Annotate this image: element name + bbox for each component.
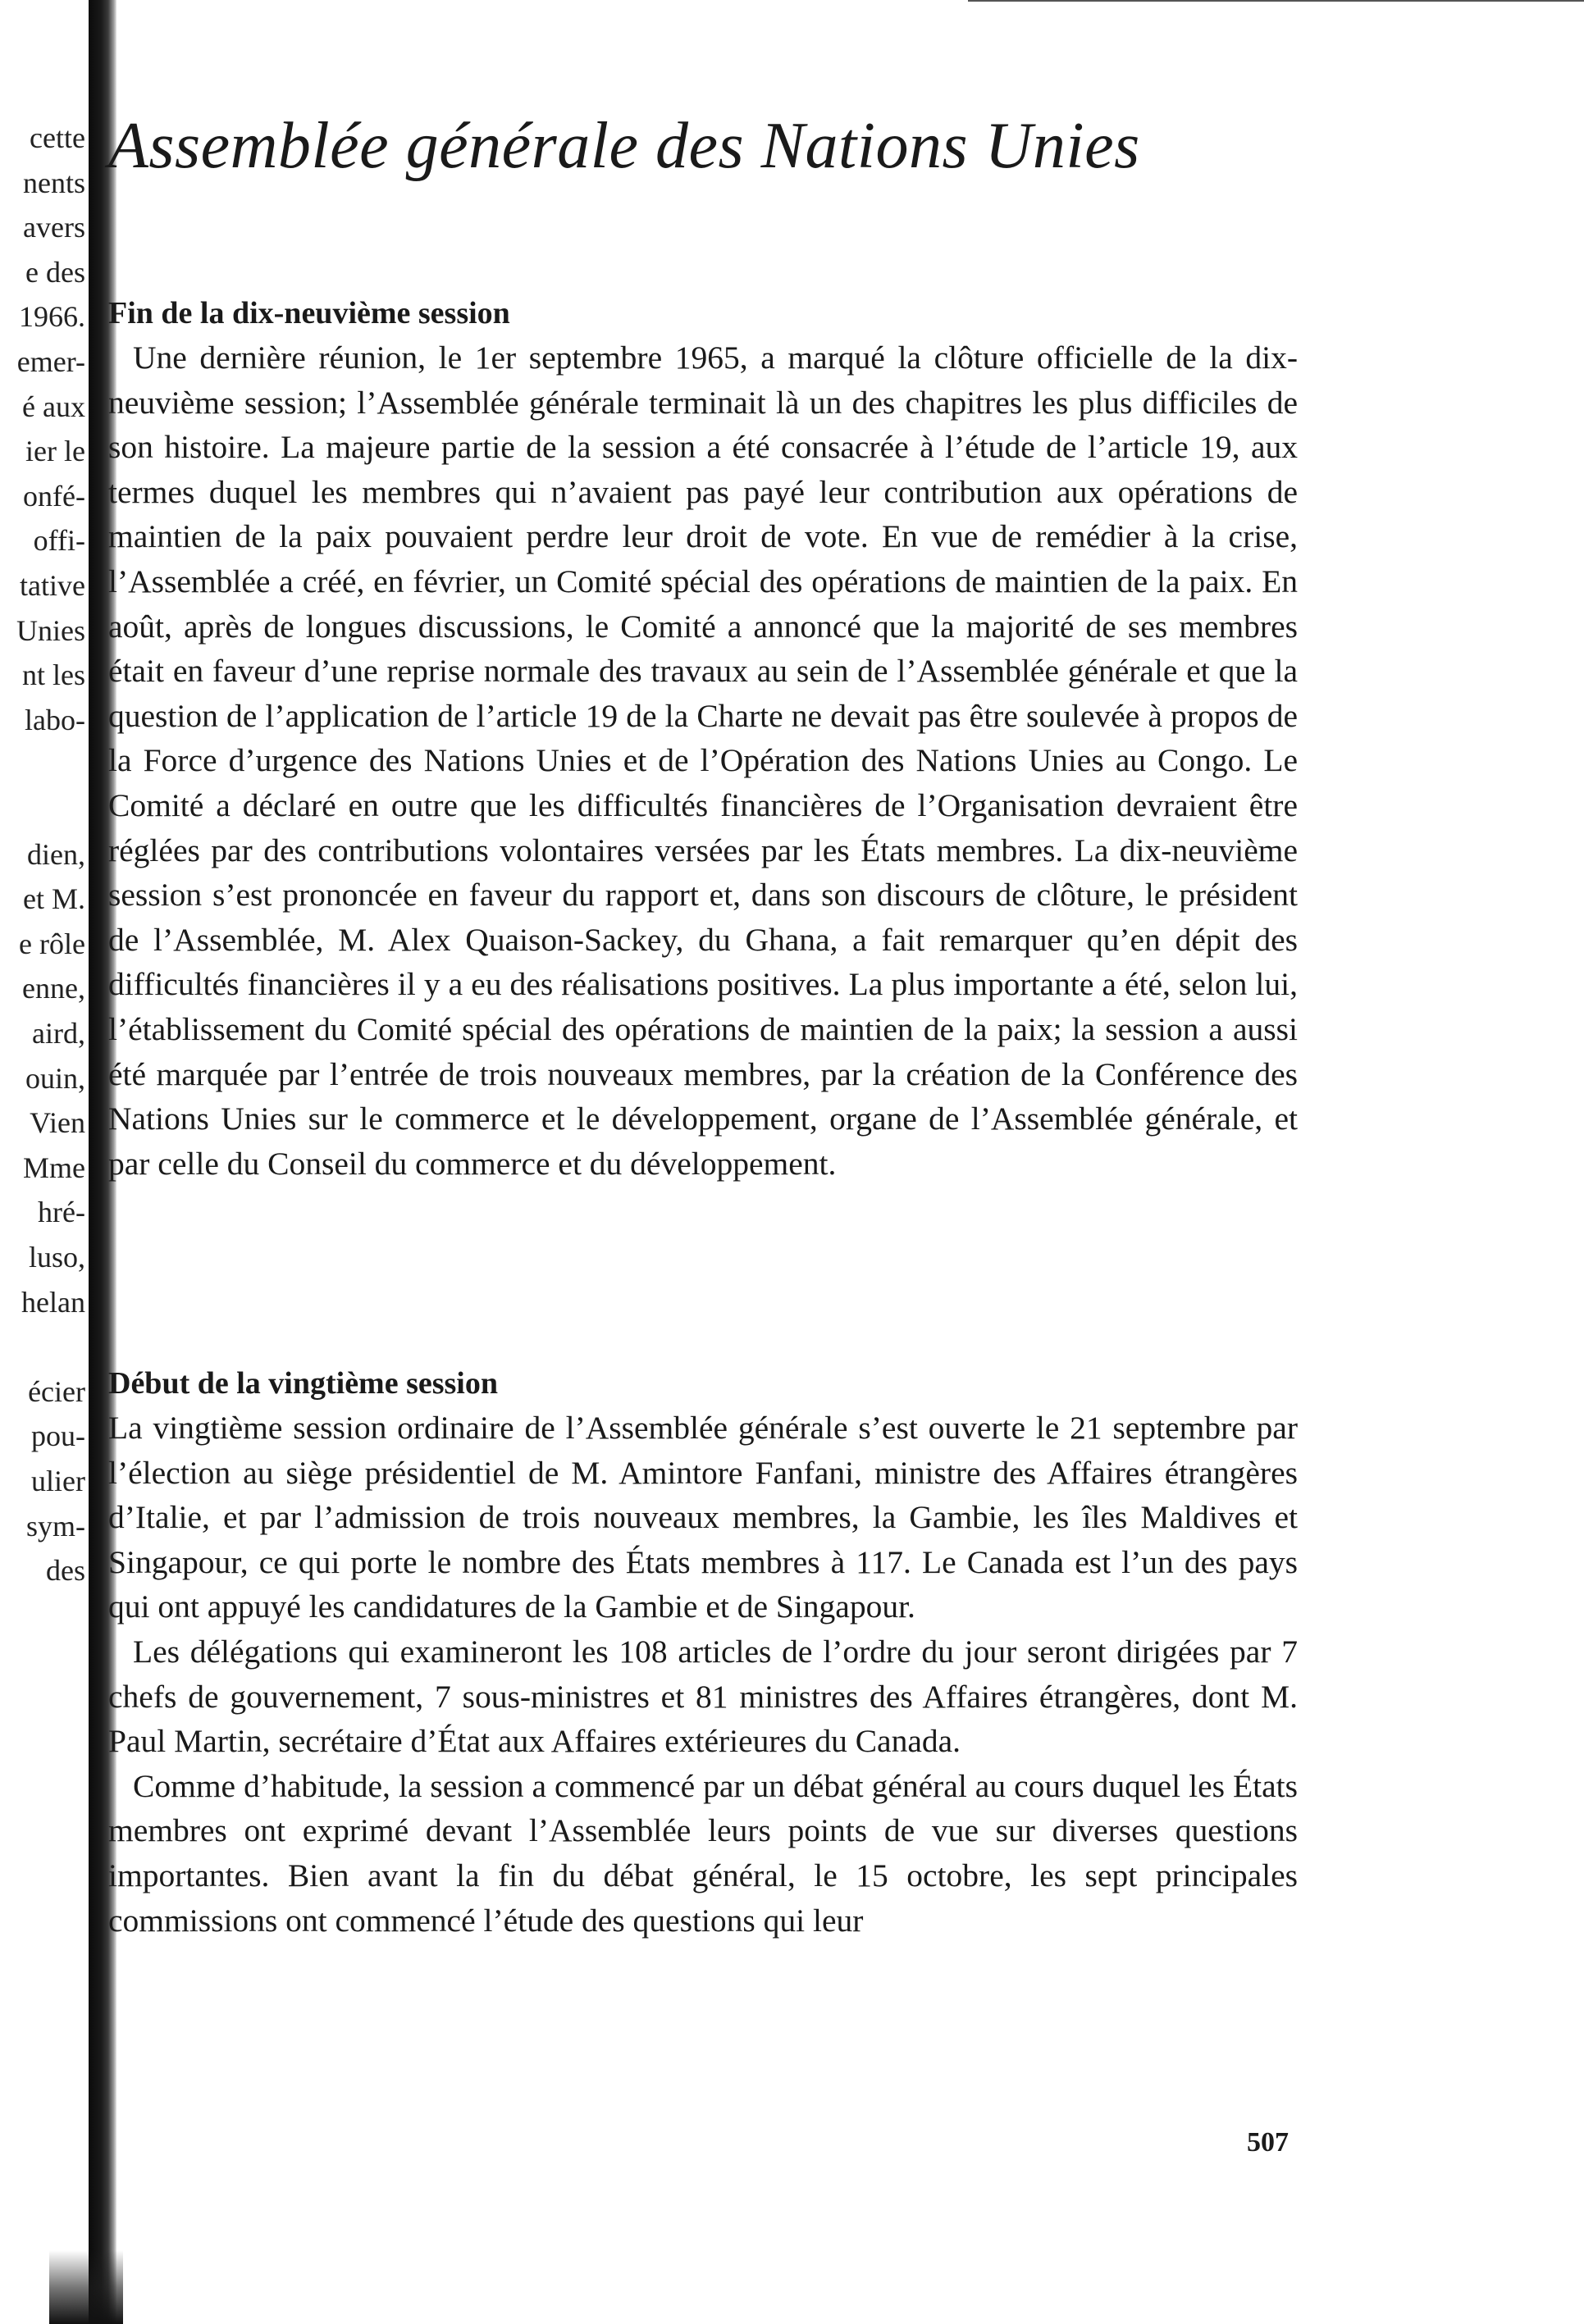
section-heading: Début de la vingtième session bbox=[108, 1366, 498, 1401]
facing-page-line: e rôle bbox=[19, 927, 85, 960]
facing-page-line: ulier bbox=[31, 1465, 85, 1497]
paragraph: Une dernière réunion, le 1er septembre 1965, a marqué la clôture officielle de la dix-neuvième session; l’Assemblée générale terminait là un des chapitres les plus difficiles de son histoire. La majeure partie de la session a été consacrée à l’étude de l’article 19, aux termes duquel les membres qui n’avaient pas payé leur contribution aux opérations de maintien de la paix pouvaient perdre leur droit de vote. En vue de remédier à la crise, l’Assemblée a créé, en février, un Comité spécial des opérations de maintien de la paix. En août, après de longues discussions, le Comité a annoncé que la majorité de ses membres était en faveur d’une reprise normale des travaux au sein de l’Assemblée générale et que la question de l’application de l’article 19 de la Charte ne devait pas être soulevée à propos de la Force d’urgence des Nations Unies et de l’Opération des Nations Unies au Congo. Le Comité a déclaré en outre que les difficultés financières de l’Organisation devraient être réglées par des contributions volontaires versées par les États membres. La dix-neuvième session s’est prononcée en faveur du rapport et, dans son discours de clôture, le président de l’Assemblée, M. Alex Quaison-Sackey, du Ghana, a fait remarquer qu’en dépit des difficultés financières il y a eu des réalisations positives. La plus importante a été, selon lui, l’établissement du Comité spécial des opérations de maintien de la paix; la session a aussi été marquée par l’entrée de trois nouveaux membres, par la création de la Conférence des Nations Unies sur le commerce et le développement, organe de l’Assemblée générale, et par celle du Conseil du commerce et du développement. bbox=[108, 339, 1298, 1182]
facing-page-line: helan bbox=[21, 1285, 85, 1319]
facing-page-line: et M. bbox=[23, 882, 85, 916]
page-title: Assemblée générale des Nations Unies bbox=[108, 110, 1140, 182]
facing-page-line: Mme bbox=[23, 1151, 85, 1184]
facing-page-line: aird, bbox=[32, 1017, 85, 1050]
facing-page-line: avers bbox=[23, 211, 85, 244]
facing-page-line: emer- bbox=[16, 345, 85, 378]
facing-page-line: luso, bbox=[28, 1241, 85, 1274]
section-start-twentieth-session bbox=[108, 1361, 1298, 1943]
facing-page-fragment bbox=[0, 121, 89, 1588]
facing-page-line: é aux bbox=[22, 390, 85, 423]
facing-page-line: nt les bbox=[22, 658, 85, 692]
facing-page-line: enne, bbox=[22, 972, 85, 1005]
section-heading: Fin de la dix-neuvième session bbox=[108, 296, 510, 330]
facing-page-line: tative bbox=[20, 569, 85, 602]
facing-page-line: Vien bbox=[30, 1106, 85, 1140]
paragraph: Les délégations qui examineront les 108 articles de l’ordre du jour seront dirigées par 7 chefs de gouvernement, 7 sous-ministres et 81 ministres des Affaires étrangères, dont M. Paul Martin, secrétaire d’État aux Affaires extérieures du Canada. bbox=[108, 1633, 1298, 1760]
paragraph: Comme d’habitude, la session a commencé par un débat général au cours duquel les États membres ont exprimé devant l’Assemblée leurs points de vue sur diverses questions importantes. Bien avant la fin du débat général, le 15 octobre, les sept principales commissions ont commencé l’étude des questions qui leur bbox=[108, 1767, 1298, 1939]
facing-page-line: cette bbox=[30, 121, 85, 154]
page-body bbox=[108, 107, 1298, 1939]
facing-page-line: écier bbox=[28, 1374, 85, 1408]
facing-page-line: ouin, bbox=[25, 1061, 85, 1095]
page-number: 507 bbox=[1247, 2127, 1289, 2158]
facing-page-line: ier le bbox=[25, 435, 85, 468]
facing-page-line: e des bbox=[25, 255, 85, 289]
facing-page-line: hré- bbox=[38, 1196, 85, 1229]
facing-page-line: 1966. bbox=[19, 300, 85, 334]
facing-page-line: onfé- bbox=[23, 479, 85, 513]
facing-page-line: offi- bbox=[33, 524, 85, 558]
facing-page-line: Unies bbox=[16, 613, 85, 647]
facing-page-line: labo- bbox=[25, 703, 85, 736]
facing-page-line: pou- bbox=[31, 1419, 85, 1453]
facing-page-line: nents bbox=[23, 166, 85, 199]
gutter-shadow bbox=[49, 2250, 123, 2324]
top-edge-rule bbox=[968, 0, 1584, 2]
facing-page-line: dien, bbox=[27, 837, 85, 871]
facing-page-line: sym- bbox=[26, 1509, 85, 1542]
facing-page-line: des bbox=[46, 1554, 85, 1588]
paragraph: La vingtième session ordinaire de l’Assemblée générale s’est ouverte le 21 septembre par l’élection au siège présidentiel de M. Amintore Fanfani, ministre des Affaires étrangères d’Italie, et par l’admission de trois nouveaux membres, la Gambie, les îles Maldives et Singapour, ce qui porte le nombre des États membres à 117. Le Canada est l’un des pays qui ont appuyé les candidatures de la Gambie et de Singapour. bbox=[108, 1410, 1298, 1625]
section-end-nineteenth-session bbox=[108, 291, 1298, 1186]
